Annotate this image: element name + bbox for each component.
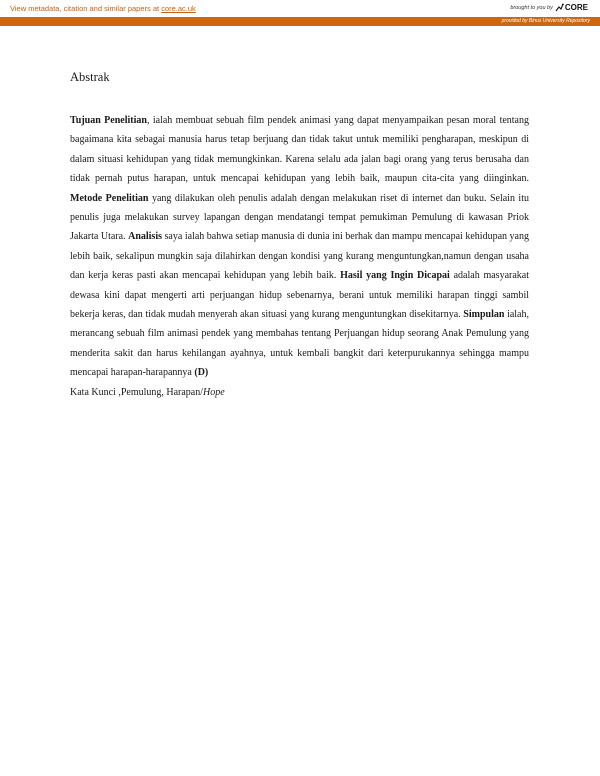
provided-by-text: provided by Binus University Repository	[501, 18, 590, 24]
abstract-text-4: adalah masyarakat dewasa kini dapat mengerti arti perjuangan hidup sebenarnya, berani untuk memiliki harapan tinggi sambil bekerja keras, dan tidak mudah menyerah akan situasi yang kurang menguntungkan disekitarnya.	[70, 270, 530, 321]
brought-to-you	[510, 3, 588, 12]
core-metadata-prefix: View metadata, citation and similar papers at	[10, 4, 162, 13]
label-hasil: Hasil yang Ingin Dicapai	[340, 270, 450, 282]
label-metode-penelitian: Metode Penelitian	[70, 192, 149, 204]
core-header	[0, 0, 600, 28]
abstract-text-3: saya ialah bahwa setiap manusia di dunia ini berhak dan mampu mencapai kehidupan yang lebih baik, sekalipun mungkin saja dilahirkan dengan kondisi yang kurang menguntungkan,namun dengan usaha dan kerja keras pasti akan mencapai kehidupan yang lebih baik.	[70, 231, 529, 282]
label-tujuan-penelitian: Tujuan Penelitian	[70, 115, 147, 126]
core-logo-text: CORE	[564, 3, 588, 12]
label-analisis: Analisis	[128, 231, 162, 243]
core-orange-bar	[0, 17, 600, 26]
abstract-text-5: ialah, merancang sebuah film animasi pendek yang membahas tentang Perjuangan hidup seorang Anak Pemulung yang menderita sakit dan harus kehilangan ayahnya, untuk kembali bangkit dari keterpurukannya sehingga mampu mencapai harapan-harapannya	[70, 309, 529, 379]
core-link[interactable]: core.ac.uk	[161, 4, 196, 13]
label-d: (D)	[194, 367, 209, 379]
document-page	[70, 70, 529, 402]
keywords-italic: Hope	[203, 386, 225, 398]
keywords-line	[70, 383, 529, 402]
core-logo-icon	[555, 3, 564, 12]
abstract-text-1: , ialah membuat sebuah film pendek animasi yang dapat menyampaikan pesan moral tentang bagaimana kita sebagai manusia harus tetap berjuang dan tidak takut untuk memiliki pengharapan, meskipun di dalam situasi kehidupan yang tidak memungkinkan. Karena selalu ada jalan bagi orang yang terus berusaha dan tidak pernah putus harapan, untuk mencapai kehidupan yang lebih baik, maupun cita-cita yang diinginkan.	[70, 115, 529, 185]
label-simpulan: Simpulan	[463, 309, 505, 321]
core-metadata-text	[10, 4, 196, 13]
brought-text: brought to you by	[510, 4, 553, 11]
core-logo[interactable]	[555, 3, 588, 12]
abstract-text-2: yang dilakukan oleh penulis adalah dengan melakukan riset di internet dan buku. Selain itu penulis juga melakukan survey lapangan dengan mendatangi tempat pemukiman Pemulung di kawasan Priok Jakarta Utara.	[70, 192, 529, 243]
abstract-heading: Abstrak	[70, 70, 110, 84]
abstract-paragraph	[70, 111, 529, 383]
core-top-strip	[0, 0, 600, 17]
keywords-text: Kata Kunci ,Pemulung, Harapan/	[70, 386, 204, 398]
